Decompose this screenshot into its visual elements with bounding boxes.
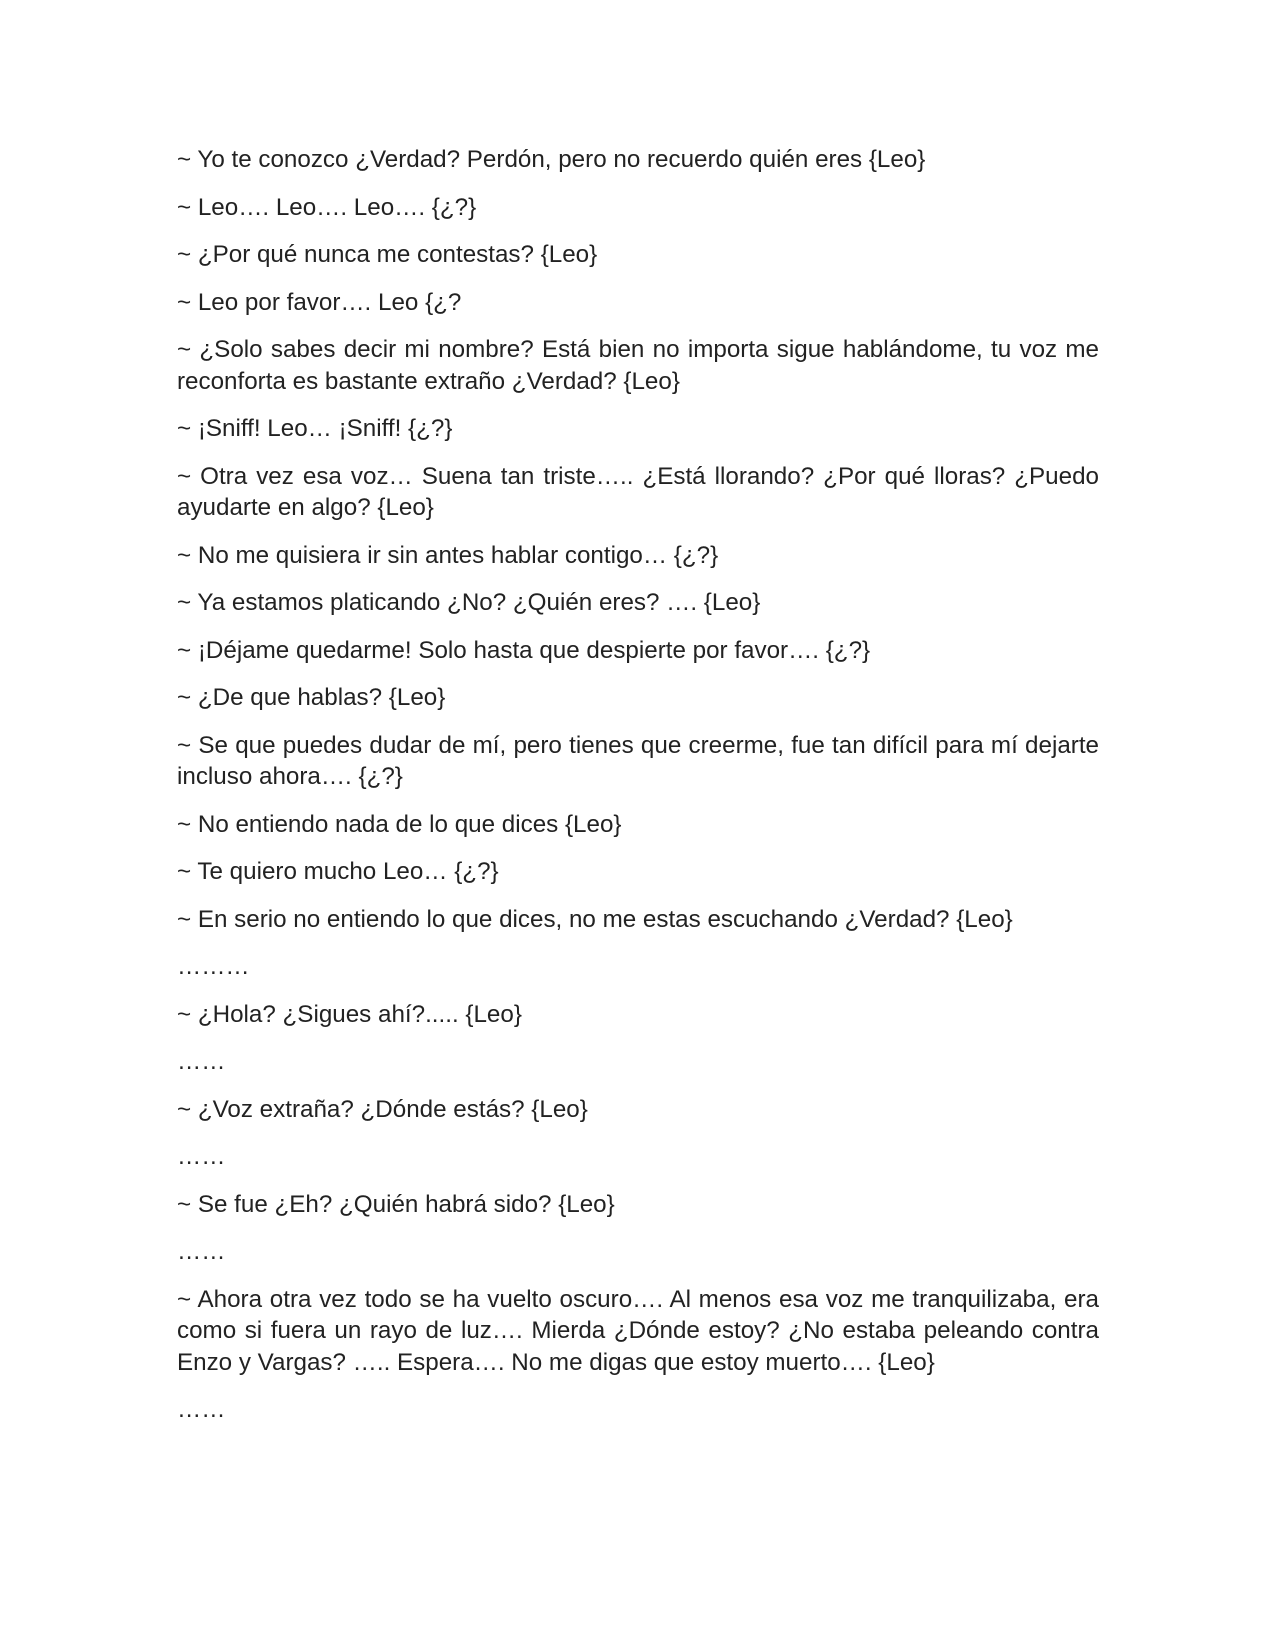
paragraph: ~ ¿Solo sabes decir mi nombre? Está bien no importa sigue hablándome, tu voz me reconforta es bastante extraño ¿Verdad? {Leo} [177, 336, 1099, 395]
document-body [177, 144, 1099, 1442]
paragraph: ~ ¿Voz extraña? ¿Dónde estás? {Leo} [177, 1095, 588, 1123]
paragraph: ~ ¿Hola? ¿Sigues ahí?..... {Leo} [177, 1000, 522, 1028]
paragraph: ~ Leo…. Leo…. Leo…. {¿?} [177, 193, 477, 221]
paragraph: ~ Ahora otra vez todo se ha vuelto oscuro…. Al menos esa voz me tranquilizaba, era como si fuera un rayo de luz…. Mierda ¿Dónde estoy? ¿No estaba peleando contra Enzo y Vargas? ….. Espera…. No me digas que estoy muerto…. {Leo} [177, 1285, 1099, 1376]
ellipsis-line: …… [177, 1048, 226, 1075]
ellipsis-line: …… [177, 1396, 226, 1423]
paragraph: ~ ¡Déjame quedarme! Solo hasta que despierte por favor…. {¿?} [177, 636, 871, 664]
paragraph: ~ Se fue ¿Eh? ¿Quién habrá sido? {Leo} [177, 1190, 615, 1218]
paragraph: ~ ¿De que hablas? {Leo} [177, 684, 446, 711]
paragraph: ~ En serio no entiendo lo que dices, no me estas escuchando ¿Verdad? {Leo} [177, 905, 1013, 933]
paragraph: ~ ¡Sniff! Leo… ¡Sniff! {¿?} [177, 415, 453, 442]
paragraph: ~ ¿Por qué nunca me contestas? {Leo} [177, 241, 598, 268]
paragraph: ~ No me quisiera ir sin antes hablar contigo… {¿?} [177, 541, 719, 569]
paragraph: ~ Otra vez esa voz… Suena tan triste….. ¿Está llorando? ¿Por qué lloras? ¿Puedo ayudarte en algo? {Leo} [177, 462, 1099, 521]
paragraph: ~ Te quiero mucho Leo… {¿?} [177, 858, 499, 885]
ellipsis-line: ……… [177, 953, 250, 980]
ellipsis-line: …… [177, 1143, 226, 1170]
paragraph: ~ Se que puedes dudar de mí, pero tienes que creerme, fue tan difícil para mí dejarte incluso ahora…. {¿?} [177, 731, 1099, 790]
paragraph: ~ Ya estamos platicando ¿No? ¿Quién eres? …. {Leo} [177, 589, 761, 616]
ellipsis-line: …… [177, 1238, 226, 1265]
paragraph: ~ No entiendo nada de lo que dices {Leo} [177, 810, 622, 838]
paragraph: ~ Yo te conozco ¿Verdad? Perdón, pero no recuerdo quién eres {Leo} [177, 146, 926, 173]
paragraph: ~ Leo por favor…. Leo {¿? [177, 288, 462, 316]
